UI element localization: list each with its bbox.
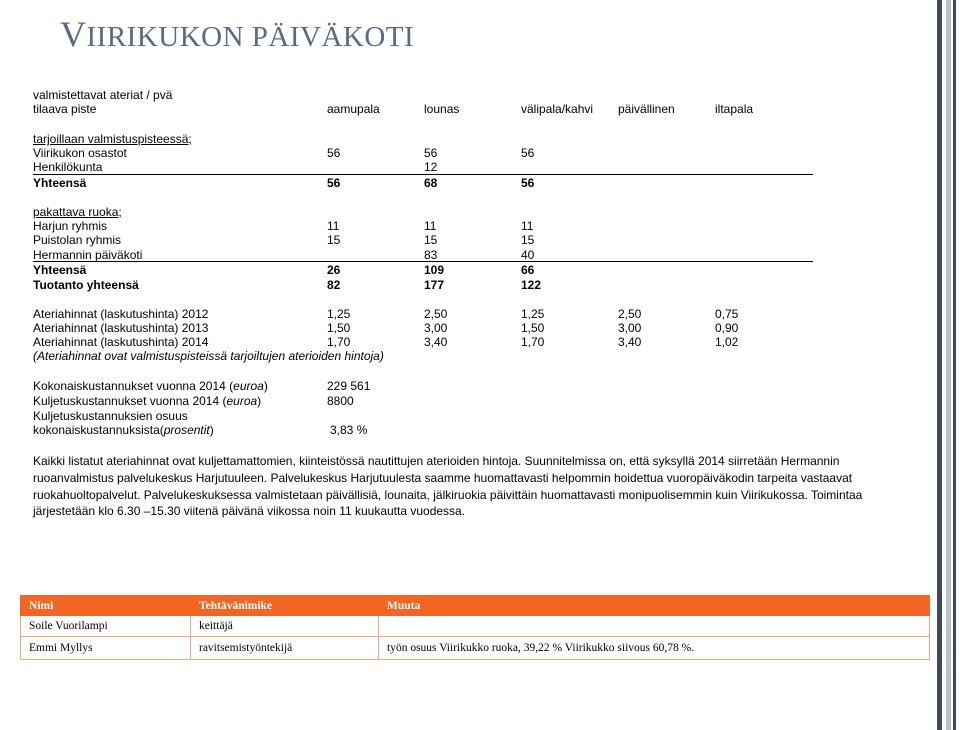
description-paragraph: Kaikki listatut ateriahinnat ovat kuljettamattomien, kiinteistössä nautittujen aterioiden hintoja. Suunnitelmissa on, että syksyllä 2014 siirretään Hermannin ruoanvalmistus palvelukeskus Harjutuuleen. Palvelukeskus Harjutuulesta saamme huomattavasti helpommin hoidettua vuoropäiväkodin tarpeita vastaavat ruokahuoltopalvelut. Palvelukeskuksessa valmistetaan päivällisiä, lounaita, jälkiruokia päivittäin huomattavasti monipuolisemmin kuin Viirikukossa. Toimintaa järjestetään klo 6.30 –15.30 viitenä päivänä viikossa noin 11 kuukautta vuodessa. xyxy=(33,454,863,519)
total-divider xyxy=(33,261,813,262)
cell-valipala: 11 xyxy=(521,219,534,233)
total-divider xyxy=(33,174,813,175)
share-label-b: ) xyxy=(209,423,214,437)
share-value: 3,83 % xyxy=(330,423,368,437)
staff-table-header xyxy=(21,596,930,616)
decorative-stripe-dark xyxy=(937,0,942,730)
section-heading-served: tarjoillaan valmistuspisteessä; xyxy=(33,132,192,146)
price-aamupala: 1,25 xyxy=(327,307,351,321)
cell-title: ravitsemistyöntekijä xyxy=(191,637,379,660)
price-aamupala: 1,70 xyxy=(327,335,351,349)
cell-lounas: 56 xyxy=(424,146,438,160)
price-paivallinen: 2,50 xyxy=(618,307,642,321)
page-title xyxy=(60,12,414,59)
column-header-paivallinen: päivällinen xyxy=(618,102,675,116)
price-iltapala: 1,02 xyxy=(715,335,739,349)
cell-other xyxy=(379,616,930,637)
total-valipala: 56 xyxy=(521,176,535,190)
total-cost-unit: euroa xyxy=(233,379,264,393)
price-row-label: Ateriahinnat (laskutushinta) 2014 xyxy=(33,335,209,349)
total-cost-value: 229 561 xyxy=(327,379,371,393)
column-header-aamupala: aamupala xyxy=(327,102,380,116)
grand-total-label: Tuotanto yhteensä xyxy=(33,278,139,292)
cell-valipala: 56 xyxy=(521,146,535,160)
title-rest: IIRIKUKON PÄIVÄKOTI xyxy=(86,21,415,53)
header-title: Tehtävänimike xyxy=(191,596,379,616)
price-paivallinen: 3,40 xyxy=(618,335,642,349)
cell-aamupala: 15 xyxy=(327,233,341,247)
price-lounas: 3,40 xyxy=(424,335,448,349)
cell-valipala: 40 xyxy=(521,248,535,262)
cell-name: Soile Vuorilampi xyxy=(21,616,191,637)
intro-line-1: valmistettavat ateriat / pvä xyxy=(33,88,173,102)
price-lounas: 2,50 xyxy=(424,307,448,321)
price-valipala: 1,50 xyxy=(521,321,545,335)
column-header-valipala: välipala/kahvi xyxy=(521,102,594,116)
total-label: Yhteensä xyxy=(33,176,87,190)
title-initial: V xyxy=(60,14,87,54)
total-aamupala: 26 xyxy=(327,263,341,277)
share-label-unit: prosentit xyxy=(163,423,210,437)
cell-valipala: 15 xyxy=(521,233,535,247)
header-other: Muuta xyxy=(379,596,930,616)
transport-cost-label-b: ) xyxy=(257,394,262,408)
total-label: Yhteensä xyxy=(33,263,87,277)
total-cost-label xyxy=(33,379,268,393)
section-heading-packed: pakattava ruoka; xyxy=(33,205,122,219)
price-aamupala: 1,50 xyxy=(327,321,351,335)
row-label: Harjun ryhmis xyxy=(33,219,108,233)
cell-aamupala: 11 xyxy=(327,219,340,233)
price-paivallinen: 3,00 xyxy=(618,321,642,335)
decorative-stripe-light xyxy=(946,0,951,730)
row-label: Henkilökunta xyxy=(33,160,103,174)
price-valipala: 1,70 xyxy=(521,335,545,349)
cell-lounas: 15 xyxy=(424,233,438,247)
transport-cost-value: 8800 xyxy=(327,394,354,408)
staff-table xyxy=(20,595,930,660)
table-row xyxy=(21,637,930,660)
price-row-label: Ateriahinnat (laskutushinta) 2013 xyxy=(33,321,209,335)
transport-cost-label xyxy=(33,394,261,408)
price-lounas: 3,00 xyxy=(424,321,448,335)
share-label-a: kokonaiskustannuksista( xyxy=(33,423,164,437)
share-label-line-1: Kuljetuskustannuksien osuus xyxy=(33,409,188,423)
cell-other: työn osuus Viirikukko ruoka, 39,22 % Viirikukko siivous 60,78 %. xyxy=(379,637,930,660)
decorative-stripe-dark-2 xyxy=(953,0,956,730)
cell-lounas: 83 xyxy=(424,248,438,262)
cell-title: keittäjä xyxy=(191,616,379,637)
total-aamupala: 56 xyxy=(327,176,341,190)
total-lounas: 109 xyxy=(424,263,445,277)
header-name: Nimi xyxy=(21,596,191,616)
column-header-iltapala: iltapala xyxy=(715,102,754,116)
grand-total-aamupala: 82 xyxy=(327,278,341,292)
grand-total-lounas: 177 xyxy=(424,278,445,292)
row-label: Puistolan ryhmis xyxy=(33,233,122,247)
grand-total-valipala: 122 xyxy=(521,278,542,292)
price-iltapala: 0,75 xyxy=(715,307,739,321)
price-iltapala: 0,90 xyxy=(715,321,739,335)
price-row-label: Ateriahinnat (laskutushinta) 2012 xyxy=(33,307,209,321)
cell-name: Emmi Myllys xyxy=(21,637,191,660)
share-label-line-2 xyxy=(33,423,214,437)
cell-lounas: 11 xyxy=(424,219,437,233)
transport-cost-label-a: Kuljetuskustannukset vuonna 2014 ( xyxy=(33,394,227,408)
total-cost-label-b: ) xyxy=(263,379,268,393)
transport-cost-unit: euroa xyxy=(226,394,258,408)
cell-aamupala: 56 xyxy=(327,146,341,160)
intro-line-2: tilaava piste xyxy=(33,102,97,116)
column-header-lounas: lounas xyxy=(424,102,460,116)
row-label: Viirikukon osastot xyxy=(33,146,127,160)
price-note: (Ateriahinnat ovat valmistuspisteissä tarjoiltujen aterioiden hintoja) xyxy=(33,349,384,363)
total-cost-label-a: Kokonaiskustannukset vuonna 2014 ( xyxy=(33,379,234,393)
total-valipala: 66 xyxy=(521,263,535,277)
row-label: Hermannin päiväkoti xyxy=(33,248,143,262)
total-lounas: 68 xyxy=(424,176,438,190)
cell-lounas: 12 xyxy=(424,160,438,174)
table-row xyxy=(21,616,930,637)
price-valipala: 1,25 xyxy=(521,307,545,321)
